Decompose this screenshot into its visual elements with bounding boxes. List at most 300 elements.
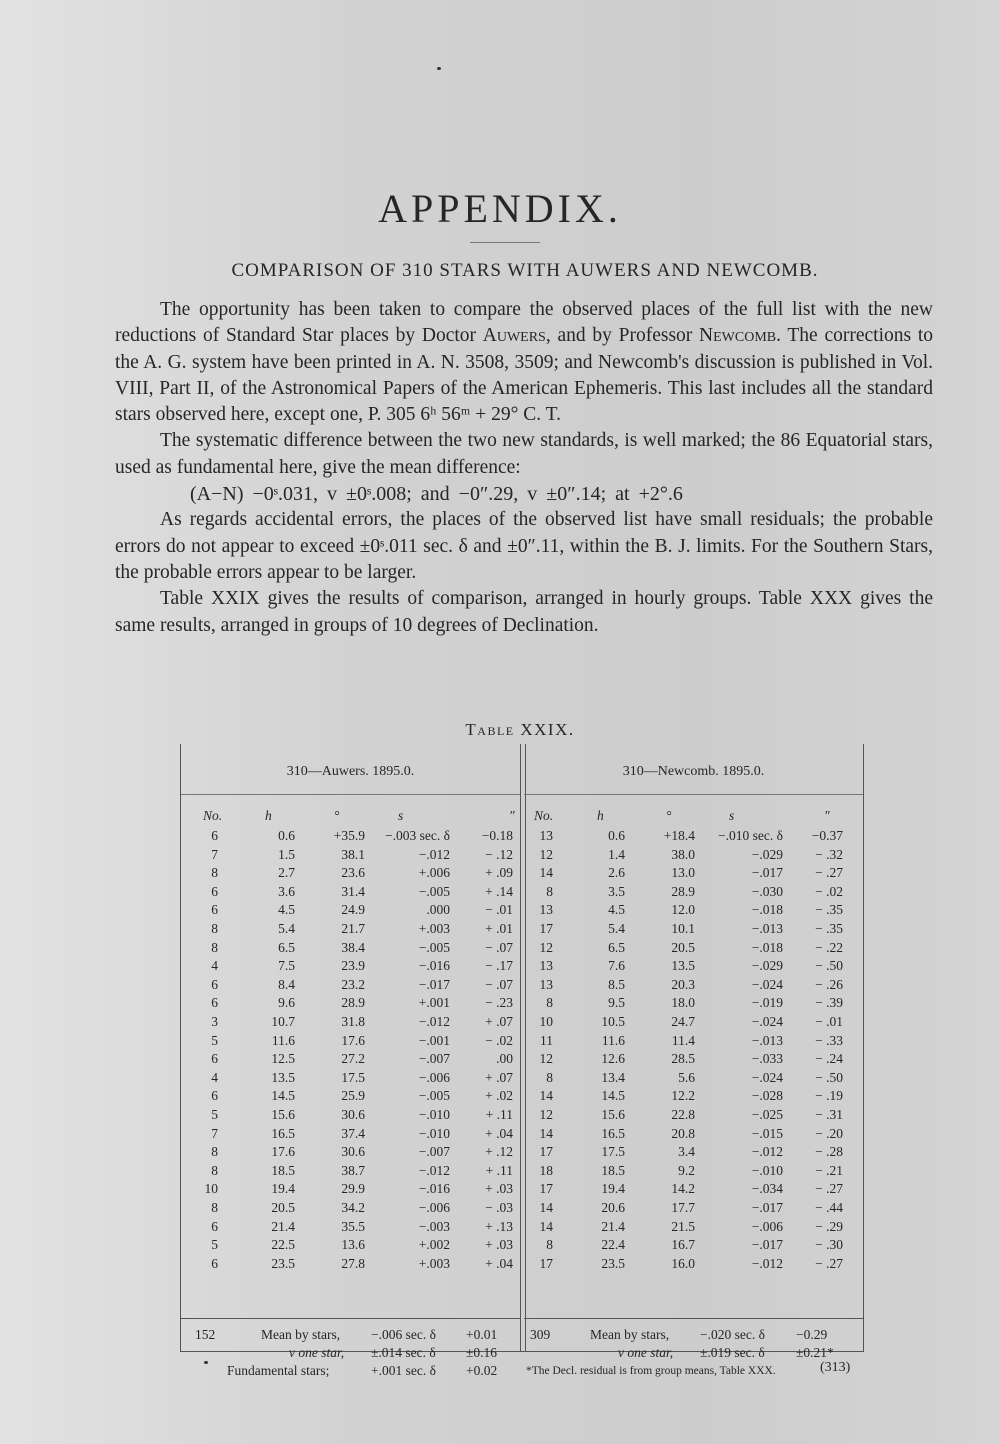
cell-h: 7.6 bbox=[608, 958, 625, 974]
table-row bbox=[181, 1219, 520, 1237]
table-row bbox=[181, 902, 520, 920]
cell-s: −.005 bbox=[418, 883, 450, 899]
col-header-no: No. bbox=[203, 808, 223, 823]
table-row bbox=[524, 1088, 863, 1106]
table-row bbox=[524, 1200, 863, 1218]
paragraph-1: The opportunity has been taken to compare the observed places of the full list with the new reductions of Standard Star places by Doctor Auwers, and by Professor Newcomb. The corrections to the A. G. system have been printed in A. N. 3508, 3509; and Newcomb's discussion is published in Vol. VIII, Part II, of the Astronomical Papers of the American Ephemeris. This last includes all the standard stars observed here, except one, P. 305 6ʰ 56ᵐ + 29° C. T. bbox=[115, 299, 933, 426]
cell-s: +.006 bbox=[418, 865, 450, 881]
cell-arc: − .35 bbox=[815, 902, 843, 918]
cell-deg: 23.6 bbox=[341, 865, 365, 881]
cell-arc: − .27 bbox=[815, 1255, 843, 1271]
cell-deg: 23.9 bbox=[341, 958, 365, 974]
cell-deg: 28.9 bbox=[671, 883, 695, 899]
cell-arc: − .27 bbox=[815, 865, 843, 881]
cell-arc: − .35 bbox=[815, 921, 843, 936]
cell-no: 8 bbox=[546, 1237, 553, 1253]
cell-no: 4 bbox=[211, 1069, 218, 1085]
cell-arc: − .31 bbox=[815, 1107, 843, 1122]
newcomb-heading: 310—Newcomb. 1895.0. bbox=[622, 764, 765, 779]
table-row bbox=[181, 1014, 520, 1032]
data-table bbox=[180, 744, 864, 1378]
cell-arc: − .23 bbox=[485, 995, 513, 1011]
cell-deg: 21.5 bbox=[671, 1218, 695, 1234]
table-row bbox=[524, 902, 863, 920]
cell-no: 3 bbox=[211, 1014, 218, 1029]
cell-arc: − .26 bbox=[815, 976, 843, 992]
cell-s: −.028 bbox=[751, 1088, 783, 1104]
cell-no: 6 bbox=[211, 1051, 218, 1067]
cell-h: 18.5 bbox=[601, 1162, 625, 1178]
cell-no: 5 bbox=[211, 1107, 218, 1122]
cell-arc: + .07 bbox=[485, 1014, 513, 1029]
cell-deg: 5.6 bbox=[678, 1069, 695, 1085]
cell-deg: 29.9 bbox=[341, 1181, 365, 1197]
table-row bbox=[181, 958, 520, 976]
cell-arc: + .04 bbox=[485, 1255, 513, 1271]
paragraph-4: Table XXIX gives the results of comparison, arranged in hourly groups. Table XXX gives the same results, arranged in groups of 10 degrees of Declination. bbox=[115, 588, 933, 636]
cell-s: −.010 bbox=[751, 1162, 783, 1178]
cell-arc: + .14 bbox=[485, 883, 513, 899]
table-row bbox=[181, 1107, 520, 1125]
cell-no: 4 bbox=[211, 958, 218, 974]
cell-deg: 18.0 bbox=[671, 995, 695, 1011]
cell-no: 13 bbox=[539, 902, 553, 918]
column-headers bbox=[181, 808, 520, 826]
cell-deg: 13.5 bbox=[671, 958, 695, 974]
table-row bbox=[524, 884, 863, 902]
title-rule bbox=[470, 242, 540, 243]
cell-s: +.003 bbox=[418, 1255, 450, 1271]
newcomb-total: 309 bbox=[530, 1327, 551, 1342]
cell-no: 18 bbox=[539, 1162, 553, 1178]
cell-s: +.002 bbox=[418, 1237, 450, 1253]
cell-arc: − .24 bbox=[815, 1051, 843, 1067]
heading-rule bbox=[524, 794, 863, 795]
cell-no: 13 bbox=[539, 958, 553, 974]
cell-no: 8 bbox=[211, 865, 218, 881]
cell-arc: − .12 bbox=[485, 846, 513, 862]
cell-deg: 12.0 bbox=[671, 902, 695, 918]
col-header-s: s bbox=[729, 808, 735, 823]
cell-h: 18.5 bbox=[271, 1162, 295, 1178]
cell-h: 17.6 bbox=[271, 1144, 295, 1160]
table-row bbox=[524, 1070, 863, 1088]
cell-arc: − .03 bbox=[485, 1200, 513, 1215]
cell-h: 23.5 bbox=[601, 1255, 625, 1271]
v-label: v one star, bbox=[289, 1345, 345, 1360]
table-row bbox=[181, 1200, 520, 1218]
cell-arc: + .02 bbox=[485, 1088, 513, 1104]
table-row bbox=[524, 847, 863, 865]
cell-s: −.003 sec. δ bbox=[385, 828, 450, 843]
cell-no: 14 bbox=[539, 1200, 553, 1215]
cell-no: 6 bbox=[211, 828, 218, 843]
ink-dot bbox=[437, 67, 441, 70]
cell-no: 8 bbox=[211, 939, 218, 955]
cell-no: 14 bbox=[539, 865, 553, 881]
cell-arc: − .27 bbox=[815, 1181, 843, 1197]
cell-deg: 25.9 bbox=[341, 1088, 365, 1104]
cell-h: 20.6 bbox=[601, 1200, 625, 1215]
footnote: *The Decl. residual is from group means, Table XXX. bbox=[526, 1365, 776, 1377]
table-row bbox=[181, 977, 520, 995]
cell-deg: 38.4 bbox=[341, 939, 365, 955]
cell-no: 12 bbox=[539, 1107, 553, 1122]
table-row bbox=[181, 1144, 520, 1162]
cell-arc: − .30 bbox=[815, 1237, 843, 1253]
table-row bbox=[181, 940, 520, 958]
table-row bbox=[181, 1070, 520, 1088]
cell-h: 17.5 bbox=[601, 1144, 625, 1160]
cell-h: 19.4 bbox=[271, 1181, 295, 1197]
cell-arc: − .29 bbox=[815, 1218, 843, 1234]
auwers-heading: 310—Auwers. 1895.0. bbox=[286, 764, 415, 779]
section-subtitle: COMPARISON OF 310 STARS WITH AUWERS AND NEWCOMB. bbox=[231, 260, 819, 281]
cell-h: 14.5 bbox=[601, 1088, 625, 1104]
table-row bbox=[181, 1163, 520, 1181]
table-row bbox=[524, 1033, 863, 1051]
cell-arc: −0.18 bbox=[481, 828, 513, 843]
cell-no: 5 bbox=[211, 1032, 218, 1048]
cell-s: .000 bbox=[426, 902, 450, 918]
mean-s: −.020 sec. δ bbox=[700, 1327, 765, 1342]
cell-h: 15.6 bbox=[271, 1107, 295, 1122]
cell-arc: − .21 bbox=[815, 1162, 843, 1178]
cell-arc: − .50 bbox=[815, 958, 843, 974]
table-row bbox=[524, 865, 863, 883]
cell-s: −.006 bbox=[751, 1218, 783, 1234]
table-row bbox=[524, 940, 863, 958]
cell-h: 19.4 bbox=[601, 1181, 625, 1197]
cell-no: 6 bbox=[211, 995, 218, 1011]
cell-arc: − .02 bbox=[815, 883, 843, 899]
formula: (A−N) −0ˢ.031, v ±0ˢ.008; and −0″.29, v ±0″.14; at +2°.6 bbox=[190, 483, 683, 506]
cell-s: −.016 bbox=[418, 958, 450, 974]
cell-s: −.010 bbox=[418, 1107, 450, 1122]
cell-s: −.017 bbox=[751, 1237, 783, 1253]
cell-s: −.017 bbox=[418, 976, 450, 992]
cell-no: 14 bbox=[539, 1218, 553, 1234]
cell-h: 1.4 bbox=[608, 846, 625, 862]
cell-s: −.012 bbox=[418, 846, 450, 862]
table-row bbox=[181, 921, 520, 939]
cell-no: 6 bbox=[211, 1218, 218, 1234]
cell-no: 17 bbox=[539, 1255, 553, 1271]
fund-label: Fundamental stars; bbox=[227, 1363, 330, 1378]
cell-h: 22.4 bbox=[601, 1237, 625, 1253]
table-row bbox=[181, 847, 520, 865]
mean-s: −.006 sec. δ bbox=[371, 1327, 436, 1342]
cell-arc: − .44 bbox=[815, 1200, 843, 1215]
cell-arc: + .09 bbox=[485, 865, 513, 881]
table-row bbox=[181, 1181, 520, 1199]
cell-deg: 17.5 bbox=[341, 1069, 365, 1085]
cell-deg: 37.4 bbox=[341, 1125, 365, 1141]
cell-deg: 35.5 bbox=[341, 1218, 365, 1234]
cell-h: 6.5 bbox=[608, 939, 625, 955]
cell-h: 3.5 bbox=[608, 883, 625, 899]
cell-deg: 13.6 bbox=[341, 1237, 365, 1253]
cell-h: 7.5 bbox=[278, 958, 295, 974]
cell-h: 0.6 bbox=[608, 828, 625, 843]
table-row bbox=[524, 995, 863, 1013]
cell-s: −.006 bbox=[418, 1200, 450, 1215]
cell-deg: 38.0 bbox=[671, 846, 695, 862]
cell-s: −.012 bbox=[751, 1144, 783, 1160]
cell-arc: .00 bbox=[496, 1051, 513, 1067]
table-row bbox=[524, 1014, 863, 1032]
cell-h: 11.6 bbox=[601, 1032, 625, 1048]
cell-arc: − .39 bbox=[815, 995, 843, 1011]
cell-no: 10 bbox=[539, 1014, 553, 1029]
mean-arc: −0.29 bbox=[796, 1327, 828, 1342]
col-header-deg: ° bbox=[334, 808, 340, 823]
cell-deg: 20.5 bbox=[671, 939, 695, 955]
col-header-s: s bbox=[398, 808, 404, 823]
cell-arc: − .50 bbox=[815, 1069, 843, 1085]
cell-h: 9.6 bbox=[278, 995, 295, 1011]
cell-s: −.025 bbox=[751, 1107, 783, 1122]
cell-no: 6 bbox=[211, 883, 218, 899]
cell-no: 6 bbox=[211, 1088, 218, 1104]
cell-h: 16.5 bbox=[271, 1125, 295, 1141]
cell-h: 22.5 bbox=[271, 1237, 295, 1253]
table-row bbox=[524, 1144, 863, 1162]
cell-s: −.001 bbox=[418, 1032, 450, 1048]
cell-no: 13 bbox=[539, 828, 553, 843]
cell-s: −.019 bbox=[751, 995, 783, 1011]
cell-deg: 20.3 bbox=[671, 976, 695, 992]
table-row bbox=[524, 1163, 863, 1181]
cell-deg: 14.2 bbox=[671, 1181, 695, 1197]
cell-deg: 34.2 bbox=[341, 1200, 365, 1215]
cell-no: 8 bbox=[211, 1200, 218, 1215]
cell-deg: 3.4 bbox=[678, 1144, 695, 1160]
cell-s: −.012 bbox=[418, 1162, 450, 1178]
cell-s: −.017 bbox=[751, 865, 783, 881]
cell-arc: + .13 bbox=[485, 1218, 513, 1234]
cell-h: 8.5 bbox=[608, 976, 625, 992]
fund-arc: +0.02 bbox=[466, 1363, 498, 1378]
cell-h: 16.5 bbox=[601, 1125, 625, 1141]
cell-no: 14 bbox=[539, 1088, 553, 1104]
cell-arc: − .07 bbox=[485, 976, 513, 992]
table-row bbox=[181, 1126, 520, 1144]
column-headers bbox=[524, 808, 863, 826]
table-row bbox=[181, 995, 520, 1013]
cell-s: −.024 bbox=[751, 1014, 783, 1029]
cell-h: 10.7 bbox=[271, 1014, 295, 1029]
cell-s: −.029 bbox=[751, 958, 783, 974]
col-header-deg: ° bbox=[666, 808, 672, 823]
cell-deg: 10.1 bbox=[671, 921, 695, 936]
cell-arc: + .01 bbox=[485, 921, 513, 936]
cell-s: −.015 bbox=[751, 1125, 783, 1141]
cell-h: 20.5 bbox=[271, 1200, 295, 1215]
page-number: (313) bbox=[820, 1360, 851, 1375]
cell-deg: 38.1 bbox=[341, 846, 365, 862]
table-row bbox=[181, 1088, 520, 1106]
cell-s: −.034 bbox=[751, 1181, 783, 1197]
cell-no: 8 bbox=[546, 883, 553, 899]
cell-arc: − .19 bbox=[815, 1088, 843, 1104]
cell-no: 5 bbox=[211, 1237, 218, 1253]
cell-no: 10 bbox=[204, 1181, 218, 1197]
cell-arc: + .11 bbox=[485, 1107, 513, 1122]
cell-s: +.001 bbox=[418, 995, 450, 1011]
cell-arc: − .20 bbox=[815, 1125, 843, 1141]
table-row bbox=[181, 828, 520, 846]
v-s: ±.019 sec. δ bbox=[700, 1345, 765, 1360]
cell-no: 8 bbox=[211, 1162, 218, 1178]
cell-s: −.006 bbox=[418, 1069, 450, 1085]
col-header-arc: ″ bbox=[509, 808, 515, 823]
cell-arc: + .11 bbox=[485, 1162, 513, 1178]
cell-arc: + .07 bbox=[485, 1069, 513, 1085]
table-row bbox=[524, 921, 863, 939]
cell-arc: −0.37 bbox=[811, 828, 843, 843]
cell-deg: 16.7 bbox=[671, 1237, 695, 1253]
col-header-h: h bbox=[597, 808, 604, 823]
table-row bbox=[524, 1107, 863, 1125]
cell-no: 7 bbox=[211, 1125, 218, 1141]
v-arc: ±0.21* bbox=[796, 1345, 834, 1360]
cell-arc: − .02 bbox=[485, 1032, 513, 1048]
table-row bbox=[524, 977, 863, 995]
page-title: APPENDIX. bbox=[378, 186, 622, 231]
cell-s: −.007 bbox=[418, 1051, 450, 1067]
cell-no: 6 bbox=[211, 1255, 218, 1271]
cell-deg: 22.8 bbox=[671, 1107, 695, 1122]
cell-s: −.005 bbox=[418, 939, 450, 955]
cell-deg: 23.2 bbox=[341, 976, 365, 992]
col-header-arc: ″ bbox=[824, 808, 830, 823]
cell-arc: + .03 bbox=[485, 1237, 513, 1253]
cell-deg: 28.9 bbox=[341, 995, 365, 1011]
cell-arc: − .28 bbox=[815, 1144, 843, 1160]
table-row bbox=[524, 1219, 863, 1237]
cell-h: 12.6 bbox=[601, 1051, 625, 1067]
cell-no: 8 bbox=[546, 995, 553, 1011]
cell-deg: 38.7 bbox=[341, 1162, 365, 1178]
cell-s: −.024 bbox=[751, 1069, 783, 1085]
table-row bbox=[181, 884, 520, 902]
table-row bbox=[524, 1126, 863, 1144]
cell-deg: 24.9 bbox=[341, 902, 365, 918]
cell-h: 13.4 bbox=[601, 1069, 625, 1085]
cell-h: 10.5 bbox=[601, 1014, 625, 1029]
cell-no: 17 bbox=[539, 921, 553, 936]
cell-h: 11.6 bbox=[271, 1032, 295, 1048]
col-header-h: h bbox=[265, 808, 272, 823]
cell-deg: +35.9 bbox=[333, 828, 365, 843]
cell-deg: 27.2 bbox=[341, 1051, 365, 1067]
v-label: v one star, bbox=[618, 1345, 674, 1360]
cell-h: 4.5 bbox=[608, 902, 625, 918]
cell-deg: 31.8 bbox=[341, 1014, 365, 1029]
cell-h: 13.5 bbox=[271, 1069, 295, 1085]
cell-s: −.010 bbox=[418, 1125, 450, 1141]
cell-s: −.029 bbox=[751, 846, 783, 862]
table-title: Table XXIX. bbox=[465, 720, 575, 739]
cell-h: 5.4 bbox=[608, 921, 625, 936]
mean-arc: +0.01 bbox=[466, 1327, 498, 1342]
cell-no: 12 bbox=[539, 939, 553, 955]
cell-s: +.003 bbox=[418, 921, 450, 936]
cell-deg: 20.8 bbox=[671, 1125, 695, 1141]
cell-h: 21.4 bbox=[601, 1218, 625, 1234]
cell-s: −.030 bbox=[751, 883, 783, 899]
cell-s: −.010 sec. δ bbox=[718, 828, 783, 843]
cell-s: −.003 bbox=[418, 1218, 450, 1234]
cell-h: 9.5 bbox=[608, 995, 625, 1011]
cell-deg: 9.2 bbox=[678, 1162, 695, 1178]
cell-h: 5.4 bbox=[278, 921, 295, 936]
cell-arc: − .07 bbox=[485, 939, 513, 955]
auwers-total: 152 bbox=[195, 1327, 216, 1342]
cell-h: 15.6 bbox=[601, 1107, 625, 1122]
cell-deg: 30.6 bbox=[341, 1144, 365, 1160]
cell-arc: − .22 bbox=[815, 939, 843, 955]
cell-deg: 17.7 bbox=[671, 1200, 695, 1215]
table-row bbox=[181, 1033, 520, 1051]
fund-s: +.001 sec. δ bbox=[371, 1363, 436, 1378]
cell-deg: 11.4 bbox=[671, 1032, 695, 1048]
ink-dot bbox=[204, 1361, 208, 1364]
cell-no: 8 bbox=[211, 1144, 218, 1160]
cell-no: 13 bbox=[539, 976, 553, 992]
cell-arc: − .32 bbox=[815, 846, 843, 862]
table-row bbox=[181, 865, 520, 883]
cell-deg: 16.0 bbox=[671, 1255, 695, 1271]
cell-no: 17 bbox=[539, 1144, 553, 1160]
cell-deg: +18.4 bbox=[663, 828, 695, 843]
cell-h: 3.6 bbox=[278, 883, 295, 899]
cell-arc: − .33 bbox=[815, 1032, 843, 1048]
cell-no: 14 bbox=[539, 1125, 553, 1141]
summary-rule bbox=[524, 1318, 863, 1319]
cell-deg: 17.6 bbox=[341, 1032, 365, 1048]
cell-s: −.012 bbox=[418, 1014, 450, 1029]
cell-no: 17 bbox=[539, 1181, 553, 1197]
cell-h: 2.6 bbox=[608, 865, 625, 881]
cell-no: 12 bbox=[539, 1051, 553, 1067]
cell-s: −.033 bbox=[751, 1051, 783, 1067]
cell-h: 8.4 bbox=[278, 976, 295, 992]
table-row bbox=[524, 1181, 863, 1199]
cell-arc: − .01 bbox=[815, 1014, 843, 1029]
cell-deg: 31.4 bbox=[341, 883, 365, 899]
cell-h: 23.5 bbox=[271, 1255, 295, 1271]
cell-deg: 12.2 bbox=[671, 1088, 695, 1104]
col-header-no: No. bbox=[534, 808, 554, 823]
heading-rule bbox=[181, 794, 520, 795]
paragraph-3: As regards accidental errors, the places of the observed list have small residuals; the probable errors do not appear to exceed ±0ˢ.011 sec. δ and ±0″.11, within the B. J. limits. For the Southern Stars, the probable errors appear to be larger. bbox=[115, 509, 933, 583]
cell-deg: 28.5 bbox=[671, 1051, 695, 1067]
cell-arc: + .04 bbox=[485, 1125, 513, 1141]
cell-arc: + .03 bbox=[485, 1181, 513, 1197]
v-arc: ±0.16 bbox=[466, 1345, 498, 1360]
cell-h: 1.5 bbox=[278, 846, 295, 862]
cell-s: −.024 bbox=[751, 976, 783, 992]
cell-no: 8 bbox=[211, 921, 218, 936]
cell-arc: − .17 bbox=[485, 958, 513, 974]
body-text bbox=[115, 297, 933, 639]
table-row bbox=[181, 1237, 520, 1255]
cell-h: 2.7 bbox=[278, 865, 295, 881]
cell-s: −.007 bbox=[418, 1144, 450, 1160]
cell-s: −.013 bbox=[751, 1032, 783, 1048]
